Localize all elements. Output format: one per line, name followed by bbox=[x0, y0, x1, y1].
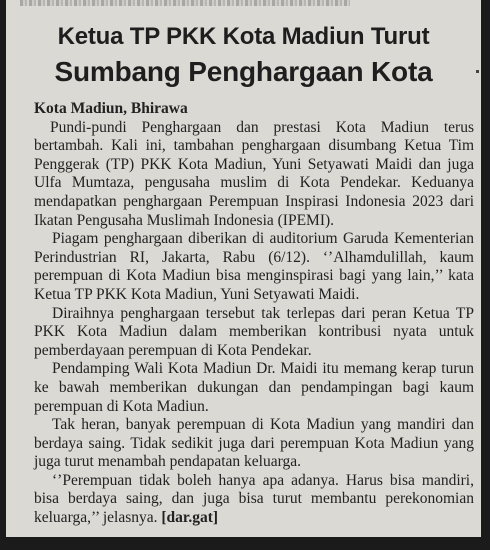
paragraph-6-text: ‘’Perempuan tidak boleh hanya apa adanya. Harus bisa mandiri, bisa berdaya saing, dan juga bisa turut membantu perekonomian keluarga,’’ jelasnya. bbox=[34, 471, 474, 527]
newspaper-clipping bbox=[6, 0, 481, 537]
headline-line-1: Ketua TP PKK Kota Madiun Turut bbox=[57, 23, 430, 50]
previous-column-text-strip bbox=[20, 0, 350, 6]
paragraph-6 bbox=[34, 472, 474, 528]
paragraph-2: Piagam penghargaan diberikan di auditorium Garuda Kementerian Perindustrian RI, Jakarta, Rabu (6/12). ‘’Alhamdulillah, kaum perempuan di Kota Madiun bisa menginspirasi bagi yang lain,’’ kata Ketua TP PKK Kota Madiun, Yuni Setyawati Maidi. bbox=[34, 230, 474, 303]
headline-line-2: Sumbang Penghargaan Kota bbox=[54, 56, 433, 87]
dateline: Kota Madiun, Bhirawa bbox=[34, 100, 188, 117]
byline-code: [dar.gat] bbox=[161, 509, 219, 527]
paragraph-4: Pendamping Wali Kota Madiun Dr. Maidi itu memang kerap turun ke bawah memberikan dukungan dan pendampingan bagi kaum perempuan di Kota Madiun. bbox=[34, 360, 474, 415]
paragraph-3: Diraihnya penghargaan tersebut tak terlepas dari peran Ketua TP PKK Kota Madiun dalam memberikan kontribusi nyata untuk pemberdayaan perempuan di Kota Pendekar. bbox=[34, 304, 474, 359]
article-body bbox=[34, 100, 474, 528]
paragraph-1: Pundi-pundi Penghargaan dan prestasi Kota Madiun terus bertambah. Kali ini, tambahan penghargaan disumbang Ketua Tim Penggerak (TP) PKK Kota Madiun, Yuni Setyawati Maidi dan juga Ulfa Mumtaza, pengusaha muslim di Kota Pendekar. Keduanya mendapatkan penghargaan Perempuan Inspirasi Indonesia 2023 dari Ikatan Pengusaha Muslimah Indonesia (IPEMI). bbox=[34, 118, 474, 229]
paragraph-5: Tak heran, banyak perempuan di Kota Madiun yang mandiri dan berdaya saing. Tidak sedikit juga dari perempuan Kota Madiun yang juga turut menambah pendapatan keluarga. bbox=[34, 416, 474, 471]
